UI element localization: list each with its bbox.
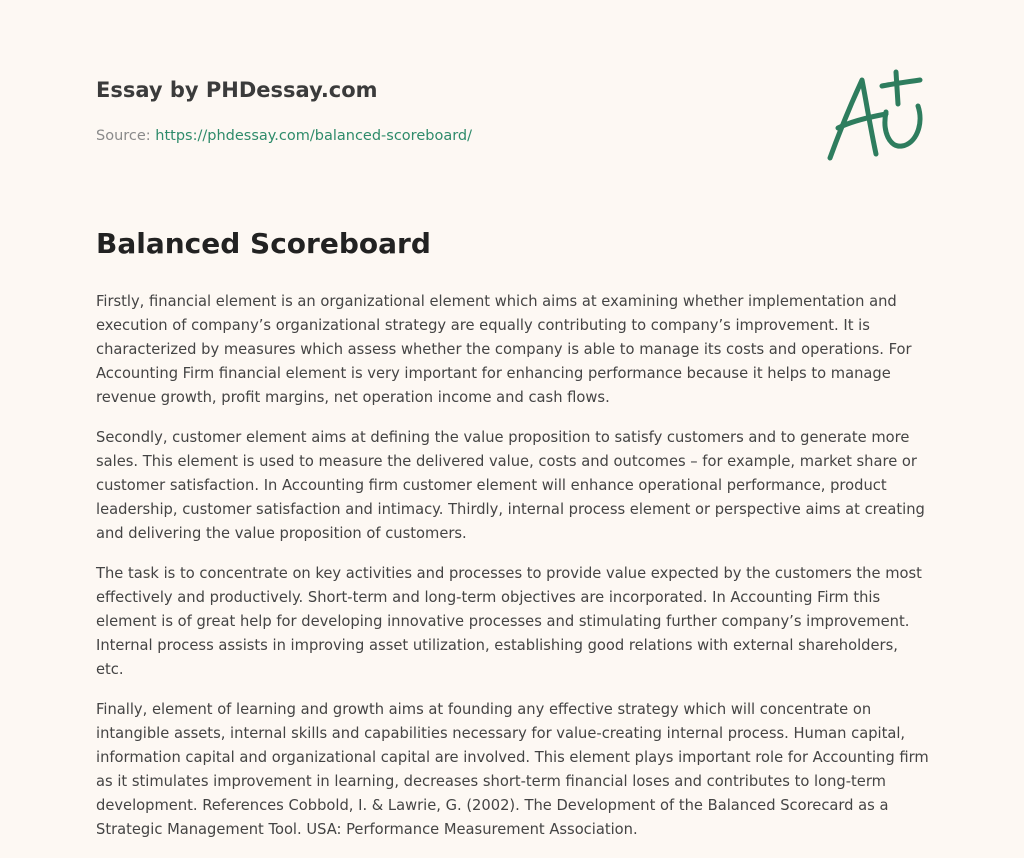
site-brand: Essay by PHDessay.com: [96, 78, 378, 102]
source-line: [96, 126, 796, 146]
essay-title: Balanced Scoreboard: [96, 227, 431, 260]
essay-paragraph: Firstly, financial element is an organizational element which aims at examining whether implementation and execution of company’s organizational strategy are equally contributing to company’s improvement. It is characterized by measures which assess whether the company is able to manage its costs and operations. For Accounting Firm financial element is very important for enhancing performance because it helps to manage revenue growth, profit margins, net operation income and cash flows.: [96, 293, 912, 406]
essay-article: [96, 226, 930, 858]
a-plus-grade-icon: [820, 66, 930, 166]
essay-paragraph: The task is to concentrate on key activities and processes to provide value expected by the customers the most effectively and productively. Short-term and long-term objectives are incorporated. In Accounting Firm this element is of great help for developing innovative processes and stimulating further company’s improvement. Internal process assists in improving asset utilization, establishing good relations with external shareholders, etc.: [96, 565, 922, 678]
essay-paragraph: Secondly, customer element aims at defining the value proposition to satisfy customers and to generate more sales. This element is used to measure the delivered value, costs and outcomes – for example, market share or customer satisfaction. In Accounting firm customer element will enhance operational performance, product leadership, customer satisfaction and intimacy. Thirdly, internal process element or perspective aims at creating and delivering the value proposition of customers.: [96, 429, 925, 542]
page-header: [96, 76, 796, 146]
source-link[interactable]: https://phdessay.com/balanced-scoreboard/: [155, 128, 473, 144]
source-label: Source:: [96, 128, 151, 144]
essay-paragraph: Finally, element of learning and growth aims at founding any effective strategy which will concentrate on intangible assets, internal skills and capabilities necessary for value-creating internal process. Human capital, information capital and organizational capital are involved. This element plays important role for Accounting firm as it stimulates improvement in learning, decreases short-term financial loses and contributes to long-term development. References Cobbold, I. & Lawrie, G. (2002). The Development of the Balanced Scorecard as a Strategic Management Tool. USA: Performance Measurement Association.: [96, 701, 929, 838]
